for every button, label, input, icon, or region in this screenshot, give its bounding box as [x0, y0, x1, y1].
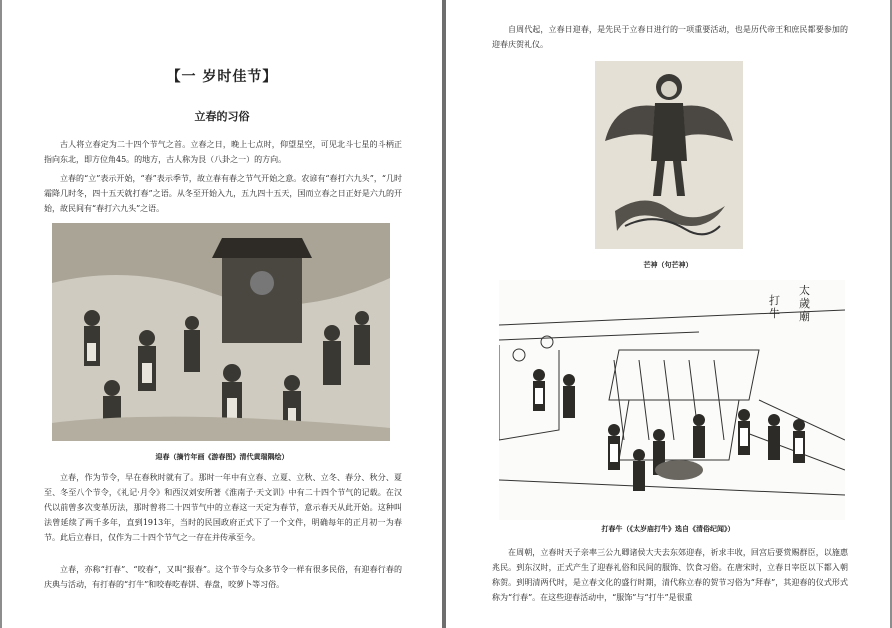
paragraph-2: 立春的“立”表示开始，“春”表示季节，故立春有春之节气开始之意。农谚有“春打六九头”，“几时霜降几时冬，四十五天就打春”之语。从冬至开始入九，五九四十五天，国而立春之日正好是六九的开始，故民间有“春打六九头”之语。	[44, 174, 402, 213]
paragraph-4: 立春，亦称“打春”、“咬春”，又叫“报春”。这个节令与众多节令一样有很多民俗，有迎春行春的庆典与活动，有打春的“打牛”和咬春吃春饼、春盘，咬萝卜等习俗。	[44, 565, 402, 589]
figure-dachunniu	[499, 280, 845, 520]
inscription-col-2: 打 牛	[769, 294, 780, 320]
figure-caption-mangshen: 芒神（句芒神）	[643, 260, 693, 269]
figure-yingchun-painting	[52, 223, 390, 441]
paragraph-right-1: 自周代起，立春日迎春，是先民于立春日进行的一项重要活动，也是历代帝王和庶民都要参加的迎春庆贺礼仪。	[492, 25, 848, 49]
section-title: 立春的习俗	[194, 110, 250, 123]
figure-caption-yingchun: 迎春（摘竹年画《游春图》清代黄瑞隅绘）	[155, 452, 289, 461]
figure-mangshen	[595, 61, 743, 249]
paragraph-3: 立春，作为节令，早在春秋时就有了。那时一年中有立春、立夏、立秋、立冬、春分、秋分、夏至、冬至八个节令，《礼记·月令》和西汉刘安所著《淮南子·天文训》中有二十四个节气的记载。在汉代以前曾多次变革历法，那时曾将二十四节气中的立春这一天定为春节，意示春天从此开始。这种叫法曾延续了两千多年，直到1913年，当时的民国政府正式下了一个文件，明确每年的正月初一为春节。此后立春日，仅作为二十四个节气之一存在并传承至今。	[44, 473, 402, 542]
right-page	[446, 0, 890, 628]
paragraph-1: 古人将立春定为二十四个节气之首。立春之日，晚上七点时，仰望星空，可见北斗七星的斗柄正指向东北，即方位角45。的地方，古人称为艮（八卦之一）的方向。	[44, 140, 402, 164]
figure-caption-dachunniu: 打春牛（《太岁庙打牛》选自《清俗纪闻》）	[601, 524, 735, 533]
chapter-title: 【一 岁时佳节】	[166, 69, 278, 85]
left-page	[2, 0, 442, 628]
inscription-col-1: 太 歲 廟	[799, 284, 810, 323]
paragraph-right-2: 在周朝，立春时天子亲率三公九卿诸侯大夫去东郊迎春，祈求丰收，回宫后要赏赐群臣，以施惠兆民。到东汉时，正式产生了迎春礼俗和民间的服饰、饮食习俗。在唐宋时，立春日宰臣以下都入朝称贺。到明清两代时，是立春文化的盛行时期，清代称立春的贺节习俗为“拜春”，其迎春的仪式形式称为“行春”。在这些迎春活动中，“服饰”与“打牛”是很重	[492, 548, 848, 602]
